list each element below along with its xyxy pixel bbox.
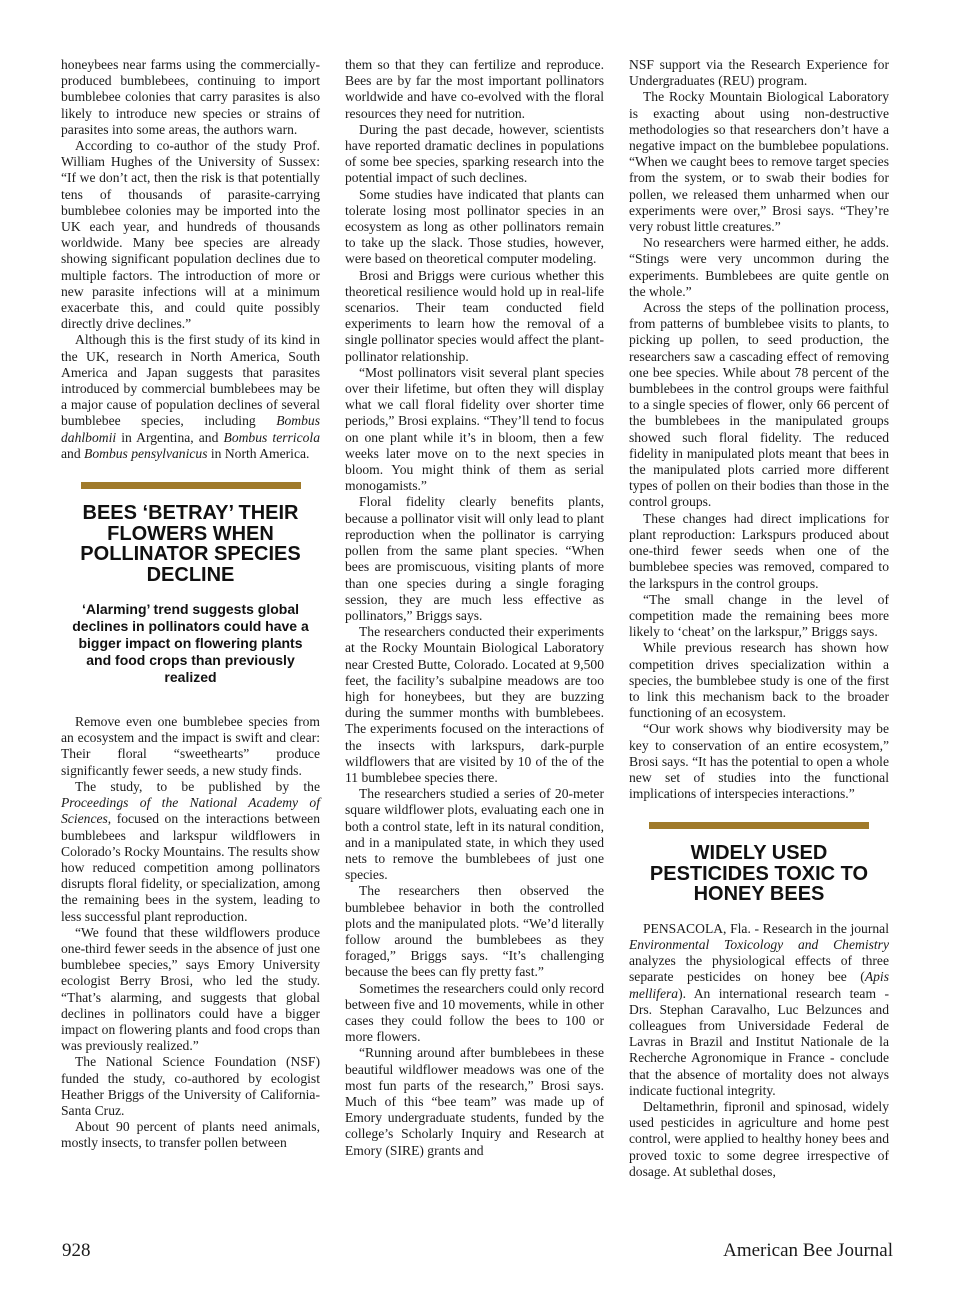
- column-2: [345, 57, 604, 1159]
- paragraph: “Running around after bumblebees in these beautiful wildflower meadows was one of the most fun parts of the research,” Brosi says. Much of this “bee team” was made up of Emory undergraduate students, funded by the college’s Scholarly Inquiry and Research at Emory (SIRE) grants and: [345, 1045, 604, 1158]
- paragraph: While previous research has shown how competition drives specialization within a species, the bumblebee study is one of the first to link this mechanism back to the broader functioning of an ecosystem.: [629, 640, 889, 721]
- species-name: Bombus pensylvanicus: [84, 445, 208, 461]
- journal-name: Environmental Toxicology and Chemistry: [629, 937, 889, 953]
- paragraph: These changes had direct implications for plant reproduction: Larkspurs produced about one-third fewer seeds when one of the bumblebee species was removed, compared to the larkspurs in the control groups.: [629, 510, 889, 591]
- paragraph: “Our work shows why biodiversity may be key to conservation of an entire ecosystem,” Brosi says. “It has the potential to open a whole new set of studies into the functional implications of interspecies interactions.”: [629, 721, 889, 802]
- paragraph: Although this is the first study of its kind in the UK, research in North America, South America and Japan suggests that parasites introduced by commercial bumblebees may be a major cause of population declines of several bumblebee species, including Bombus dahlbomii in Argentina, and Bombus terricola and Bombus pensylvanicus in North America.: [61, 332, 320, 461]
- article-headline: WIDELY USED PESTICIDES TOXIC TO HONEY BEES: [649, 842, 869, 906]
- column-1: [61, 57, 320, 1152]
- section-divider: [81, 482, 301, 489]
- paragraph: “Most pollinators visit several plant species over their lifetime, but often they will display what we call floral fidelity over shorter time periods,” Brosi explains. “They’ll tend to focus on one plant while it’s in bloom, then a few weeks later move on to the next species in bloom. You might think of them as serial monogamists.”: [345, 364, 604, 494]
- paragraph: The researchers studied a series of 20-meter square wildflower plots, evaluating each one in both a control state, left in its natural condition, and in a manipulated state, in which they used nets to remove the bumblebees of just one species.: [345, 786, 604, 883]
- paragraph: Deltamethrin, fipronil and spinosad, widely used pesticides in agriculture and home pest control, were applied to healthy honey bees and proved toxic to some degree irrespective of dosage. At sublethal doses,: [629, 1099, 889, 1179]
- paragraph: The researchers conducted their experiments at the Rocky Mountain Biological Laboratory near Crested Butte, Colorado. Located at 9,500 feet, the facility’s subalpine meadows are too high for honeybees, but they are buzzing during the summer months with bumblebees. The experiments focused on the interactions of the insects with larkspurs, dark-purple wildflowers that are visited by 10 of the of the 11 bumblebee species there.: [345, 624, 604, 785]
- article-deck: ‘Alarming’ trend suggests global declines in pollinators could have a bigger impact on flowering plants and food crops than previously realized: [72, 601, 309, 686]
- paragraph: Floral fidelity clearly benefits plants, because a pollinator visit will only lead to plant reproduction when the pollinator is carrying pollen from the same plant species. “When bees are promiscuous, visiting plants of more than one species during a single foraging session, they are much less effective as pollinators,” Briggs says.: [345, 494, 604, 623]
- paragraph: “The small change in the level of competition made the remaining bees more likely to ‘cheat’ on the larkspur,” Briggs says.: [629, 591, 889, 640]
- article-headline: BEES ‘BETRAY’ THEIR FLOWERS WHEN POLLINATOR SPECIES DECLINE: [80, 502, 301, 586]
- paragraph: them so that they can fertilize and reproduce. Bees are by far the most important pollinators worldwide and have co-evolved with the floral resources they need for nutrition.: [345, 57, 604, 121]
- journal-title: American Bee Journal: [723, 1240, 893, 1261]
- species-name: Apis mellifera: [629, 969, 889, 1001]
- paragraph: Some studies have indicated that plants can tolerate losing most pollinator species in an ecosystem as long as other pollinators remain to take up the slack. Those studies, however, were based on theoretical computer modeling.: [345, 186, 604, 267]
- paragraph: The study, to be published by the Proceedings of the National Academy of Sciences, focused on the interactions between bumblebees and larkspur wildflowers in Colorado’s Rocky Mountains. The results show how reduced competition among pollinators disrupts floral fidelity, or specialization, among the remaining bees in the system, leading to less successful plant reproduction.: [61, 778, 320, 924]
- paragraph: According to co-author of the study Prof. William Hughes of the University of Sussex: “If we don’t act, then the risk is that potentially tens of thousands of parasite-carrying bumblebee colonies may be imported into the UK each year, and hundreds of thousands worldwide. Many bee species are already showing significant population declines due to multiple factors. The introduction of more or new parasite infections will at a minimum exacerbate this, and could quite possibly directly drive declines.”: [61, 138, 320, 332]
- paragraph: The Rocky Mountain Biological Laboratory is exacting about using non-destructive methodologies so that researchers don’t have a negative impact on the bumblebee populations. “When we caught bees to remove target species from the system, or to swab their bodies for pollen, we released them unharmed when our experiments were over,” Brosi says. “They’re very robust little creatures.”: [629, 89, 889, 235]
- paragraph: No researchers were harmed either, he adds. “Stings were very uncommon during the experiments. Bumblebees are quite gentle on the whole.”: [629, 235, 889, 299]
- paragraph: “We found that these wildflowers produce one-third fewer seeds in the absence of just one bumblebee species,” says Emory University ecologist Berry Brosi, who led the study. “That’s alarming, and suggests that global declines in pollinators could have a bigger impact on flowering plants and food crops than was previously realized.”: [61, 924, 320, 1054]
- species-name: Bombus dahlbomii: [61, 413, 320, 445]
- species-name: Bombus terricola: [223, 429, 320, 445]
- column-3: [629, 57, 889, 1180]
- paragraph: PENSACOLA, Fla. - Research in the journal Environmental Toxicology and Chemistry analyzes the physiological effects of three separate pesticides on honey bee (Apis mellifera). An international research team - Drs. Stephan Caravalho, Luc Belzunces and colleagues from Universidade Federal de Lavras in Brazil and Institut Nationale de la Recherche Agronomique in France - conclude that the absence of mortality does not always indicate fuctional integrity.: [629, 920, 889, 1098]
- paragraph: Sometimes the researchers could only record between five and 10 movements, while in other cases they could follow the bees to 100 or more flowers.: [345, 980, 604, 1045]
- paragraph: About 90 percent of plants need animals, mostly insects, to transfer pollen between: [61, 1119, 320, 1151]
- paragraph: NSF support via the Research Experience for Undergraduates (REU) program.: [629, 57, 889, 89]
- paragraph: Remove even one bumblebee species from an ecosystem and the impact is swift and clear: Their floral “sweethearts” produce significantly fewer seeds, a new study finds.: [61, 714, 320, 778]
- journal-name: Proceedings of the National Academy of Sciences: [61, 795, 320, 827]
- paragraph: honeybees near farms using the commercially-produced bumblebees, continuing to import bumblebee colonies that carry parasites is also likely to introduce new species or strains of parasites into some areas, the authors warn.: [61, 57, 320, 137]
- section-divider: [649, 822, 869, 829]
- paragraph: The researchers then observed the bumblebee behavior in both the controlled plots and the manipulated plots. “We’d literally follow around the bumblebees as they foraged,” Briggs says. “It’s challenging because the bees can fly pretty fast.”: [345, 883, 604, 980]
- paragraph: The National Science Foundation (NSF) funded the study, co-authored by ecologist Heather Briggs of the University of California-Santa Cruz.: [61, 1054, 320, 1118]
- paragraph: During the past decade, however, scientists have reported dramatic declines in populations of some bee species, sparking research into the potential impact of such declines.: [345, 121, 604, 186]
- paragraph: Across the steps of the pollination process, from patterns of bumblebee visits to plants, to picking up pollen, to seed production, the researchers saw a cascading effect of removing one bee species. While about 78 percent of the bumblebees in the control groups were faithful to a single species of flower, only 66 percent of the bumblebees in the manipulated groups showed such floral fidelity. The reduced fidelity in manipulated plots meant that bees in the manipulated plots carried more different types of pollen on their bodies than those in the control groups.: [629, 300, 889, 510]
- paragraph: Brosi and Briggs were curious whether this theoretical resilience would hold up in real-life scenarios. Their team conducted field experiments to learn how the removal of a single pollinator species would affect the plant-pollinator relationship.: [345, 267, 604, 364]
- page-number: 928: [62, 1240, 91, 1261]
